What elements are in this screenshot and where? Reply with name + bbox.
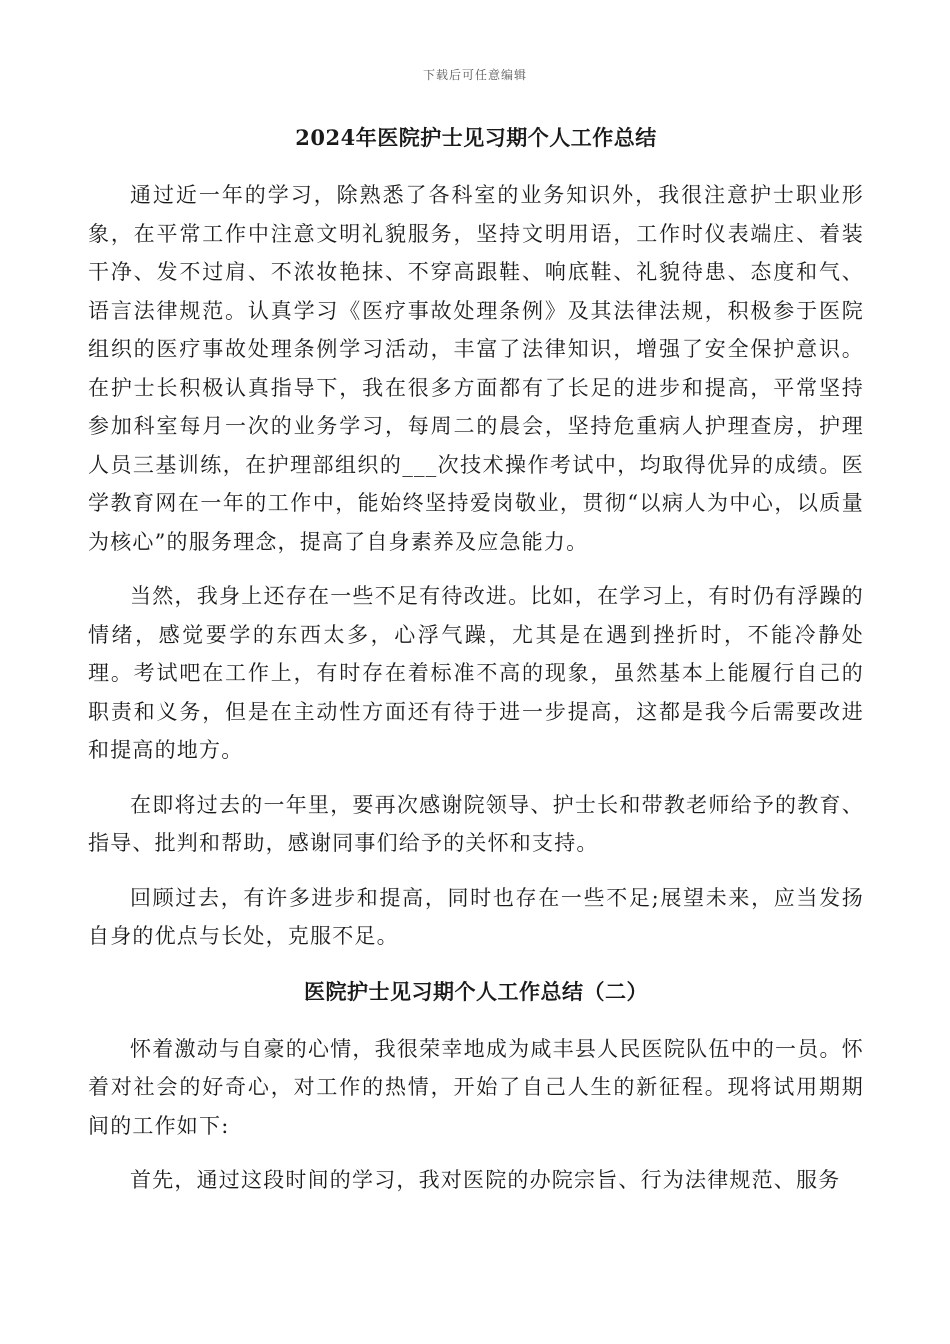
section1-paragraph-4: 回顾过去，有许多进步和提高，同时也存在一些不足;展望未来，应当发扬自身的优点与长处，克服不足。 xyxy=(88,885,864,948)
section2-title: 医院护士见习期个人工作总结（二） xyxy=(304,978,648,1004)
section1-paragraph-2: 当然，我身上还存在一些不足有待改进。比如，在学习上，有时仍有浮躁的情绪，感觉要学的东西太多，心浮气躁，尤其是在遇到挫折时，不能冷静处理。考试吧在工作上，有时存在着标准不高的现象，虽然基本上能履行自己的职责和义务，但是在主动性方面还有待于进一步提高，这都是我今后需要改进和提高的地方。 xyxy=(88,584,864,762)
section1-paragraph-3: 在即将过去的一年里，要再次感谢院领导、护士长和带教老师给予的教育、指导、批判和帮助，感谢同事们给予的关怀和支持。 xyxy=(88,792,864,855)
section1-title: 2024年医院护士见习期个人工作总结 xyxy=(295,125,657,150)
header-note: 下载后可任意编辑 xyxy=(422,68,527,82)
section2-paragraph-2: 首先，通过这段时间的学习，我对医院的办院宗旨、行为法律规范、服务 xyxy=(130,1168,841,1192)
section1-paragraph-1: 通过近一年的学习，除熟悉了各科室的业务知识外，我很注意护士职业形象，在平常工作中注意文明礼貌服务，坚持文明用语，工作时仪表端庄、着装干净、发不过肩、不浓妆艳抹、不穿高跟鞋、响底鞋、礼貌待患、态度和气、语言法律规范。认真学习《医疗事故处理条例》及其法律法规，积极参于医院组织的医疗事故处理条例学习活动，丰富了法律知识，增强了安全保护意识。在护士长积极认真指导下，我在很多方面都有了长足的进步和提高，平常坚持参加科室每月一次的业务学习，每周二的晨会，坚持危重病人护理查房，护理人员三基训练，在护理部组织的___次技术操作考试中，均取得优异的成绩。医学教育网在一年的工作中，能始终坚持爱岗敬业，贯彻“以病人为中心，以质量为核心”的服务理念，提高了自身素养及应急能力。 xyxy=(88,183,864,554)
section2-paragraph-1: 怀着激动与自豪的心情，我很荣幸地成为咸丰县人民医院队伍中的一员。怀着对社会的好奇心，对工作的热情，开始了自己人生的新征程。现将试用期期间的工作如下: xyxy=(88,1036,864,1138)
document-body xyxy=(88,118,864,1216)
